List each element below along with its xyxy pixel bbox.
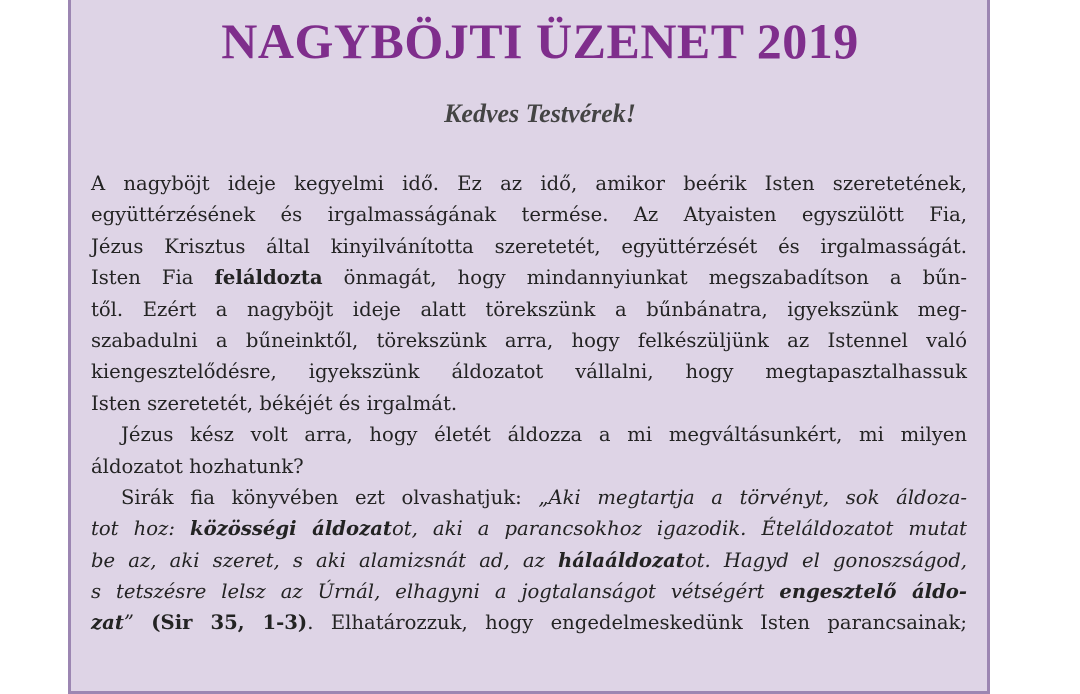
text-segment: önmagát, hogy mindannyiunkat megszabadítson a bűn- — [322, 266, 968, 290]
text-segment: . Elhatározzuk, hogy engedelmeskedünk Isten parancsainak; — [307, 611, 967, 635]
text-segment: A nagyböjt ideje kegyelmi idő. Ez az idő, amikor beérik Isten szeretetének, — [91, 172, 967, 195]
text-segment: áldozatot hozhatunk? — [91, 454, 304, 478]
text-segment: ot. Hagyd el gonoszságod, — [684, 548, 967, 572]
text-segment: hálaáldozat — [557, 548, 685, 572]
page-title: NAGYBÖJTI ÜZENET 2019 — [221, 13, 859, 69]
text-line — [91, 482, 967, 513]
text-line — [91, 545, 967, 576]
text-segment: (Sir 35, 1-3) — [151, 611, 308, 635]
text-segment: s tetszésre lelsz az Úrnál, elhagyni a jogtalanságot vétségért — [91, 580, 780, 604]
text-segment: kiengesztelődésre, igyekszünk áldozatot vállalni, hogy megtapasztalhassuk — [91, 360, 967, 384]
text-segment: be az, aki szeret, s aki alamizsnát ad, az — [91, 548, 558, 572]
text-line — [91, 576, 967, 607]
greeting-heading: Kedves Testvérek! — [444, 99, 636, 128]
text-line — [91, 325, 967, 356]
text-line — [91, 262, 967, 293]
text-line — [91, 199, 967, 230]
text-line — [91, 607, 967, 638]
body-text — [91, 168, 967, 639]
text-segment: „Aki megtartja a törvényt, sok áldoza- — [538, 485, 967, 509]
text-segment: tot hoz: — [91, 517, 190, 541]
text-segment: feláldozta — [214, 266, 323, 290]
text-segment: Jézus Krisztus által kinyilvánította szeretetét, együttérzését és irgalmasságát. — [91, 234, 967, 258]
text-line — [91, 513, 967, 544]
text-segment: ” — [123, 611, 152, 635]
text-line — [91, 231, 967, 262]
text-line — [91, 451, 967, 482]
text-segment: Isten szeretetét, békéjét és irgalmát. — [91, 391, 458, 415]
text-line — [91, 356, 967, 387]
text-segment: együttérzésének és irgalmasságának termése. Az Atyaisten egyszülött Fia, — [91, 203, 967, 227]
text-segment: engesztelő áldo- — [779, 580, 967, 604]
text-line — [91, 168, 967, 199]
text-line — [91, 294, 967, 325]
text-line — [91, 388, 967, 419]
text-segment: szabadulni a bűneinktől, törekszünk arra, hogy felkészüljünk az Istennel való — [91, 328, 967, 352]
text-segment: ot, aki a parancsokhoz igazodik. Ételáldozatot mutat — [391, 517, 968, 541]
text-segment: Sirák fia könyvében ezt olvashatjuk: — [121, 485, 539, 509]
text-segment: zat — [91, 611, 124, 635]
text-segment: től. Ezért a nagyböjt ideje alatt törekszünk a bűnbánatra, igyekszünk meg- — [91, 297, 967, 321]
text-segment: Isten Fia — [91, 266, 215, 290]
text-line — [91, 419, 967, 450]
text-segment: közösségi áldozat — [190, 517, 392, 541]
text-segment: Jézus kész volt arra, hogy életét áldozza a mi megváltásunkért, mi milyen — [121, 423, 967, 447]
